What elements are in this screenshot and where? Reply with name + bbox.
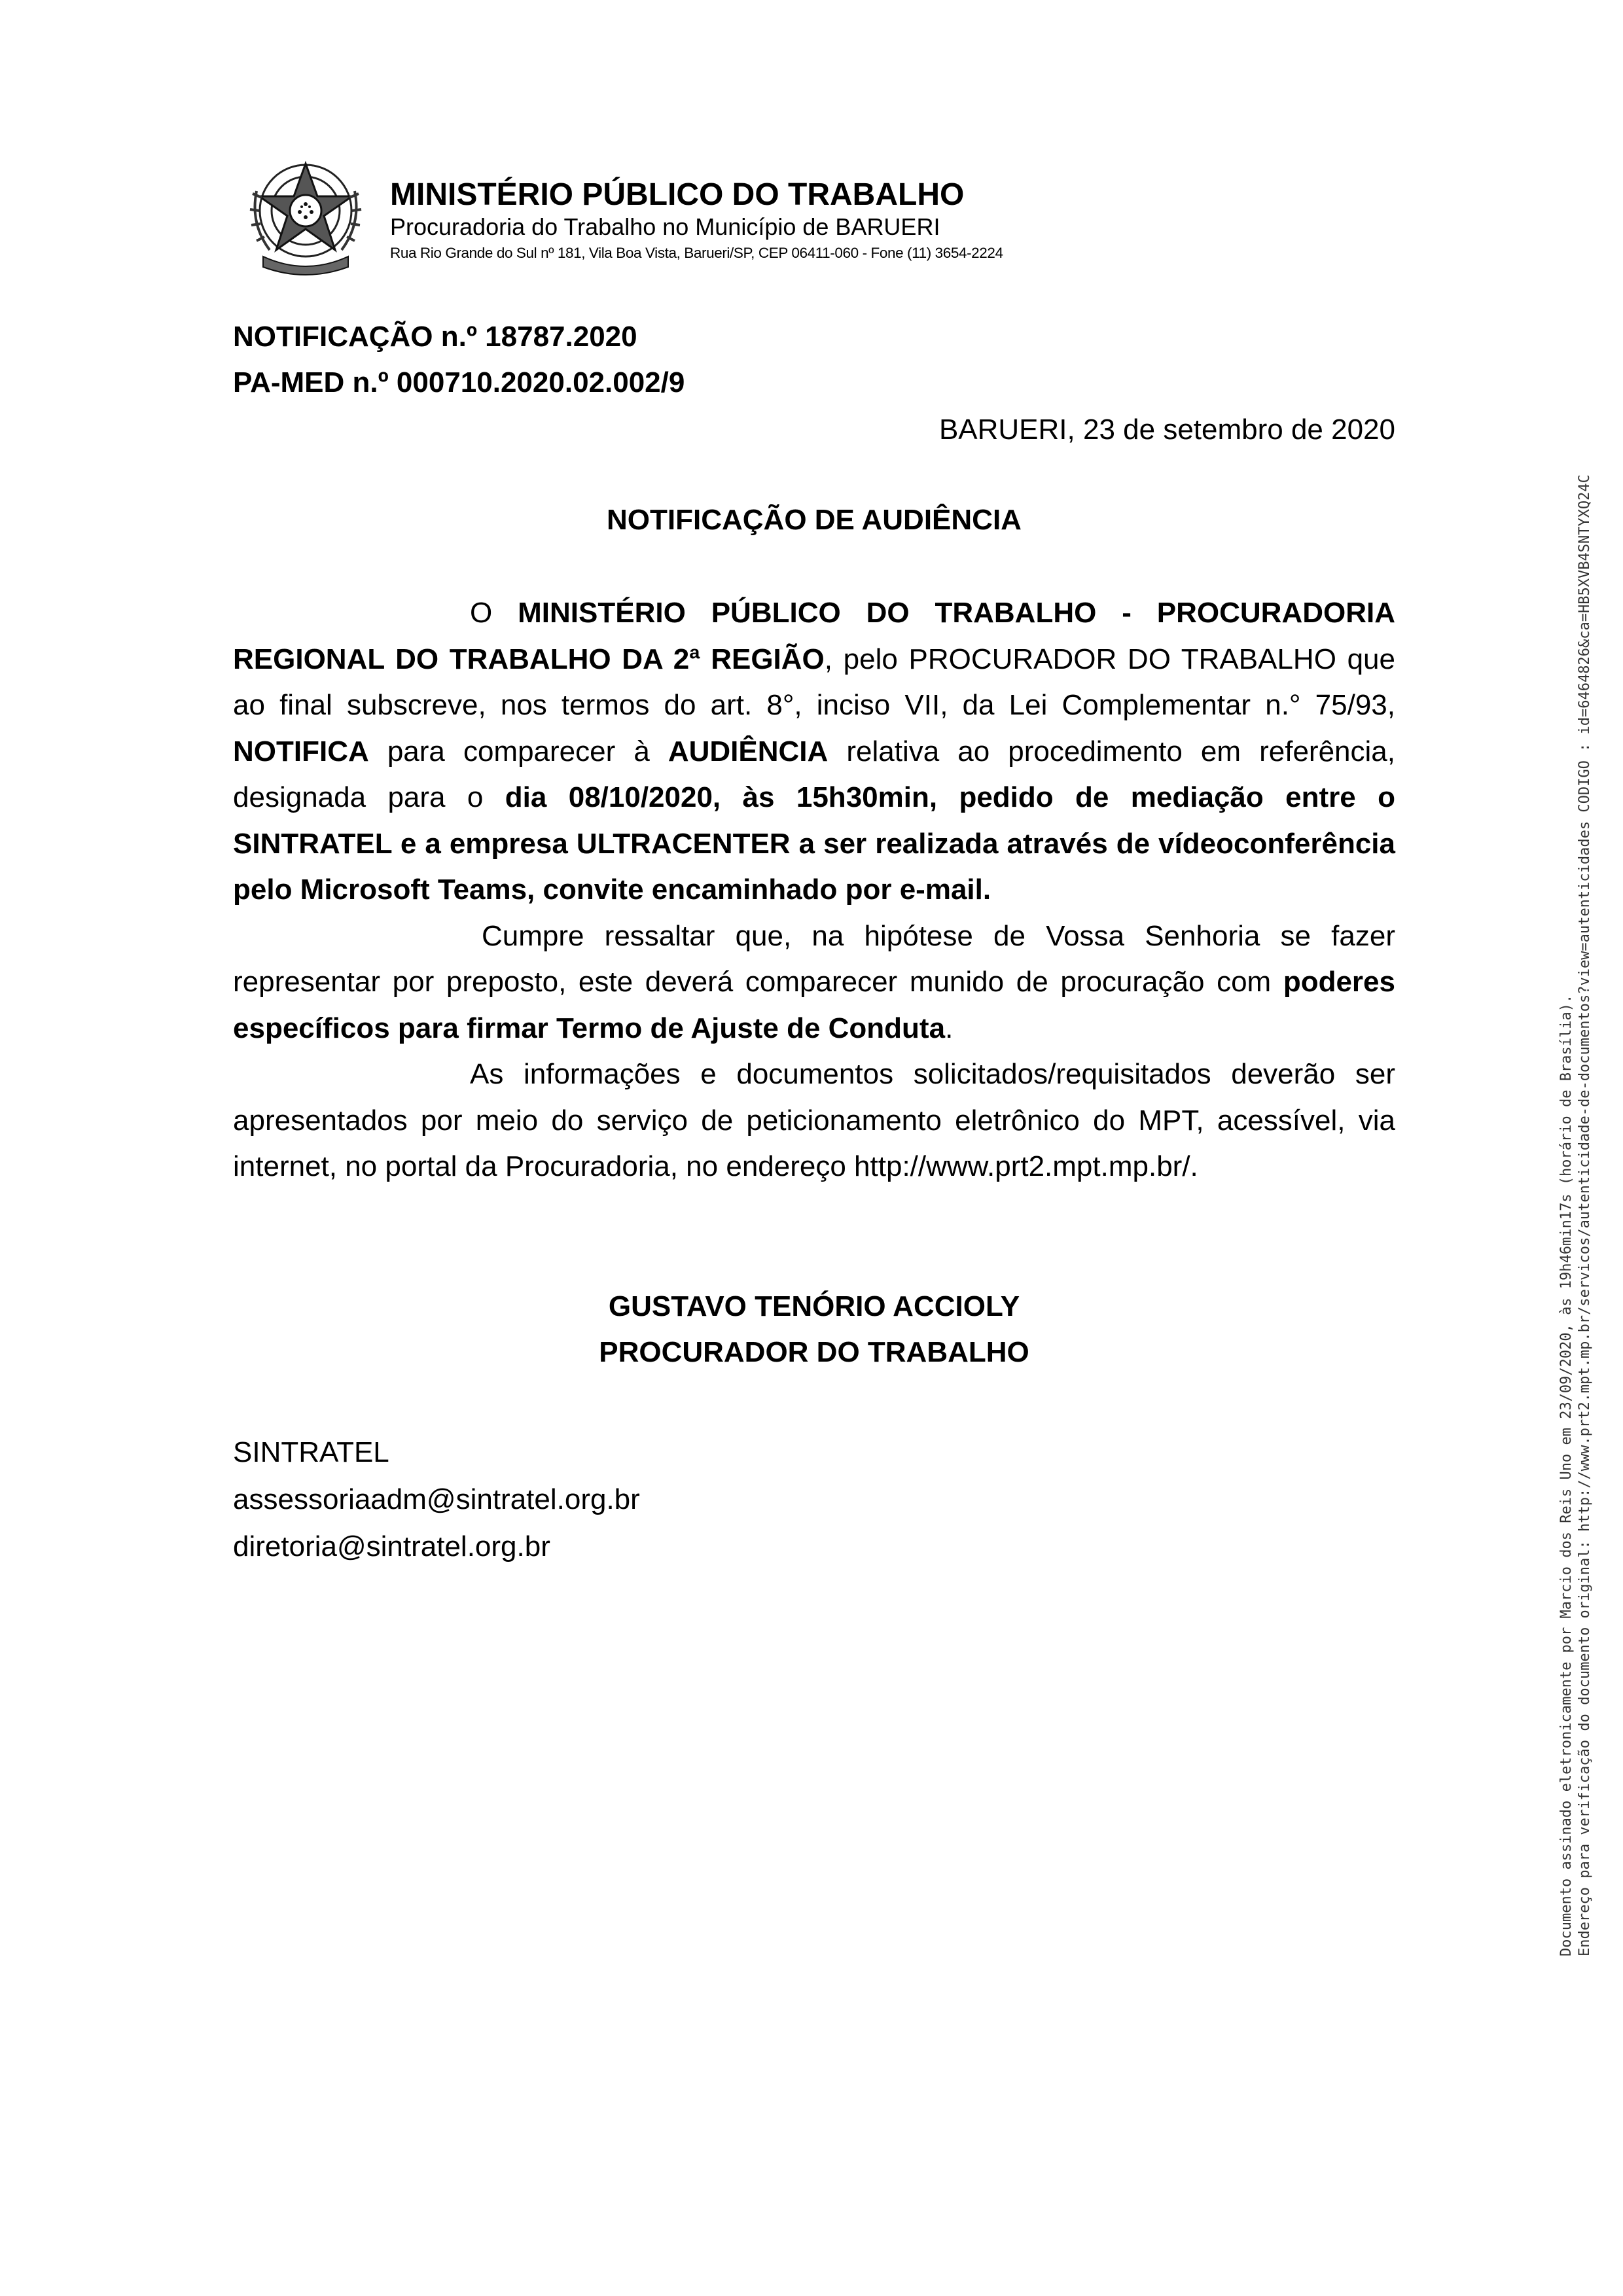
procedure-number: PA-MED n.º 000710.2020.02.002/9 xyxy=(233,366,685,398)
p1-bold-notifica: NOTIFICA xyxy=(233,735,369,768)
brazil-coat-of-arms-icon xyxy=(243,152,368,281)
signatory-name: GUSTAVO TENÓRIO ACCIOLY xyxy=(608,1290,1020,1322)
recipient-email: diretoria@sintratel.org.br xyxy=(233,1530,550,1563)
paragraph-notification xyxy=(233,590,1395,913)
p1-text-4: relativa ao procedimento em referência, designada para o xyxy=(233,735,1395,813)
signature-note-line: Documento assinado eletronicamente por Marcio dos Reis Uno em 23/09/2020, às 19h46min17s (horário de Brasília). xyxy=(1558,994,1575,1956)
signatory-role: PROCURADOR DO TRABALHO xyxy=(599,1336,1029,1368)
p1-bold-organization: MINISTÉRIO PÚBLICO DO TRABALHO - PROCURADORIA REGIONAL DO TRABALHO DA 2ª REGIÃO xyxy=(233,597,1396,675)
paragraph-submission xyxy=(233,1051,1395,1190)
date-line: BARUERI, 23 de setembro de 2020 xyxy=(938,414,1395,446)
verification-note-line: Endereço para verificação do documento original: http://www.prt2.mpt.mp.br/servicos/autenticidade-de-documentos?view=autenticidades CODIGO : id=6464826&ca=HB5XVB4SNTYXQ24C xyxy=(1577,474,1593,1956)
paragraph-representation xyxy=(233,913,1395,1052)
electronic-signature-note xyxy=(1558,474,1594,1956)
p1-text-2: , pelo PROCURADOR DO TRABALHO que ao final subscreve, nos termos do art. 8°, inciso VII, da Lei Complementar n.° 75/93, xyxy=(233,643,1395,721)
document-body xyxy=(233,590,1395,1190)
p1-text-1: O xyxy=(470,597,518,629)
recipient-email: assessoriaadm@sintratel.org.br xyxy=(233,1483,640,1515)
recipients-list xyxy=(233,1429,640,1570)
p1-bold-audiencia: AUDIÊNCIA xyxy=(668,735,829,768)
letterhead-office: Procuradoria do Trabalho no Município de BARUERI xyxy=(390,213,940,240)
p2-bold-powers: poderes específicos para firmar Termo de Ajuste de Conduta xyxy=(233,966,1395,1044)
p1-bold-hearing-details: dia 08/10/2020, às 15h30min, pedido de mediação entre o SINTRATEL e a empresa ULTRACENTER a ser realizada através de vídeoconferência pelo Microsoft Teams, convite encaminhado por e-mail. xyxy=(233,781,1396,906)
p2-text-1: Cumpre ressaltar que, na hipótese de Vossa Senhoria se fazer representar por preposto, este deverá comparecer munido de procuração com xyxy=(233,919,1395,998)
p2-text-2: . xyxy=(945,1012,954,1044)
letterhead-address: Rua Rio Grande do Sul nº 181, Vila Boa Vista, Barueri/SP, CEP 06411-060 - Fone (11) 3654-2224 xyxy=(390,245,1003,261)
document-title: NOTIFICAÇÃO DE AUDIÊNCIA xyxy=(607,504,1022,536)
letterhead-organization: MINISTÉRIO PÚBLICO DO TRABALHO xyxy=(390,177,965,212)
p1-text-3: para comparecer à xyxy=(368,735,668,768)
recipient-organization: SINTRATEL xyxy=(233,1436,389,1468)
notification-number: NOTIFICAÇÃO n.º 18787.2020 xyxy=(233,321,637,353)
p3-text: As informações e documentos solicitados/requisitados deverão ser apresentados por meio do serviço de peticionamento eletrônico do MPT, acessível, via internet, no portal da Procuradoria, no endereço http://www.prt2.mpt.mp.br/. xyxy=(233,1058,1395,1182)
